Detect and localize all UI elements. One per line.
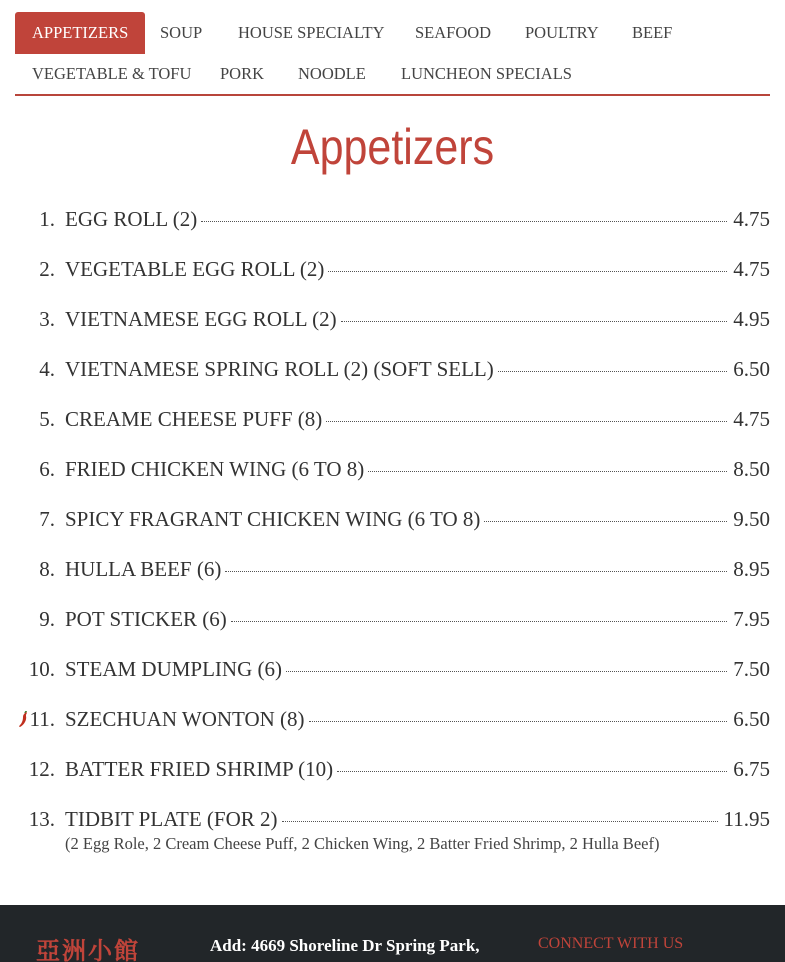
item-number: 3. (39, 307, 55, 331)
item-price: 9.50 (733, 507, 770, 531)
item-number: 12. (28, 757, 55, 781)
tab-seafood[interactable]: SEAFOOD (415, 23, 492, 42)
menu-category-tabs (15, 12, 770, 96)
item-number: 11. (29, 707, 55, 731)
item-name: SZECHUAN WONTON (8) (65, 707, 305, 731)
dotted-leader (498, 371, 728, 372)
item-price: 6.75 (733, 757, 770, 781)
dotted-leader (282, 821, 718, 822)
dotted-leader (368, 471, 727, 472)
tab-vegetable-tofu[interactable]: VEGETABLE & TOFU (32, 64, 192, 83)
tab-poultry[interactable]: POULTRY (525, 23, 599, 42)
item-price: 7.95 (733, 607, 770, 631)
item-price: 7.50 (733, 657, 770, 681)
item-name: SPICY FRAGRANT CHICKEN WING (6 TO 8) (65, 507, 481, 531)
item-number: 4. (39, 357, 55, 381)
connect-heading: CONNECT WITH US (538, 935, 684, 952)
item-name: TIDBIT PLATE (FOR 2) (65, 807, 278, 831)
chili-pepper-icon (18, 711, 30, 729)
item-price: 6.50 (733, 707, 770, 731)
section-title: Appetizers (290, 119, 495, 175)
dotted-leader (201, 221, 727, 222)
item-price: 4.75 (733, 407, 770, 431)
menu-item (0, 505, 785, 537)
item-number: 8. (39, 557, 55, 581)
menu-item (0, 255, 785, 287)
item-name: POT STICKER (6) (65, 607, 227, 631)
item-price: 4.75 (733, 257, 770, 281)
item-price: 8.50 (733, 457, 770, 481)
dotted-leader (286, 671, 727, 672)
menu-item (0, 705, 785, 737)
item-number: 10. (28, 657, 55, 681)
menu-item (0, 305, 785, 337)
tab-pork[interactable]: PORK (220, 64, 265, 83)
item-name: VIETNAMESE EGG ROLL (2) (65, 307, 337, 331)
tab-luncheon-specials[interactable]: LUNCHEON SPECIALS (401, 64, 572, 83)
tab-house-specialty[interactable]: HOUSE SPECIALTY (238, 23, 385, 42)
tab-noodle[interactable]: NOODLE (298, 64, 366, 83)
item-name: STEAM DUMPLING (6) (65, 657, 282, 681)
menu-item (0, 205, 785, 237)
item-number: 5. (39, 407, 55, 431)
dotted-leader (231, 621, 727, 622)
menu-item (0, 755, 785, 787)
dotted-leader (328, 271, 727, 272)
item-number: 1. (39, 207, 55, 231)
dotted-leader (341, 321, 728, 322)
item-name: VIETNAMESE SPRING ROLL (2) (SOFT SELL) (65, 357, 494, 381)
tab-beef[interactable]: BEEF (632, 23, 673, 42)
item-number: 9. (39, 607, 55, 631)
item-description: (2 Egg Role, 2 Cream Cheese Puff, 2 Chicken Wing, 2 Batter Fried Shrimp, 2 Hulla Beef) (65, 834, 660, 853)
dotted-leader (337, 771, 727, 772)
menu-item (0, 405, 785, 437)
item-price: 4.95 (733, 307, 770, 331)
tab-appetizers[interactable]: APPETIZERS (15, 12, 145, 54)
item-name: FRIED CHICKEN WING (6 TO 8) (65, 457, 365, 481)
item-price: 8.95 (733, 557, 770, 581)
menu-item (0, 605, 785, 637)
dotted-leader (225, 571, 727, 572)
tab-soup[interactable]: SOUP (160, 23, 203, 42)
item-number: 2. (39, 257, 55, 281)
menu-item (0, 655, 785, 687)
menu-item (0, 555, 785, 587)
dotted-leader (309, 721, 728, 722)
menu-item (0, 805, 785, 853)
item-number: 6. (39, 457, 55, 481)
dotted-leader (326, 421, 727, 422)
dotted-leader (484, 521, 727, 522)
item-name: HULLA BEEF (6) (65, 557, 222, 581)
item-number: 7. (39, 507, 55, 531)
item-price: 11.95 (723, 807, 770, 831)
item-name: BATTER FRIED SHRIMP (10) (65, 757, 334, 781)
item-name: EGG ROLL (2) (65, 207, 198, 231)
item-price: 4.75 (733, 207, 770, 231)
menu-item (0, 455, 785, 487)
footer (0, 905, 785, 962)
item-price: 6.50 (733, 357, 770, 381)
item-name: CREAME CHEESE PUFF (8) (65, 407, 323, 431)
item-name: VEGETABLE EGG ROLL (2) (65, 257, 325, 281)
menu-item (0, 355, 785, 387)
item-number: 13. (28, 807, 55, 831)
restaurant-logo[interactable]: 亞洲小館 (36, 936, 140, 962)
footer-address: Add: 4669 Shoreline Dr Spring Park, (210, 936, 480, 955)
